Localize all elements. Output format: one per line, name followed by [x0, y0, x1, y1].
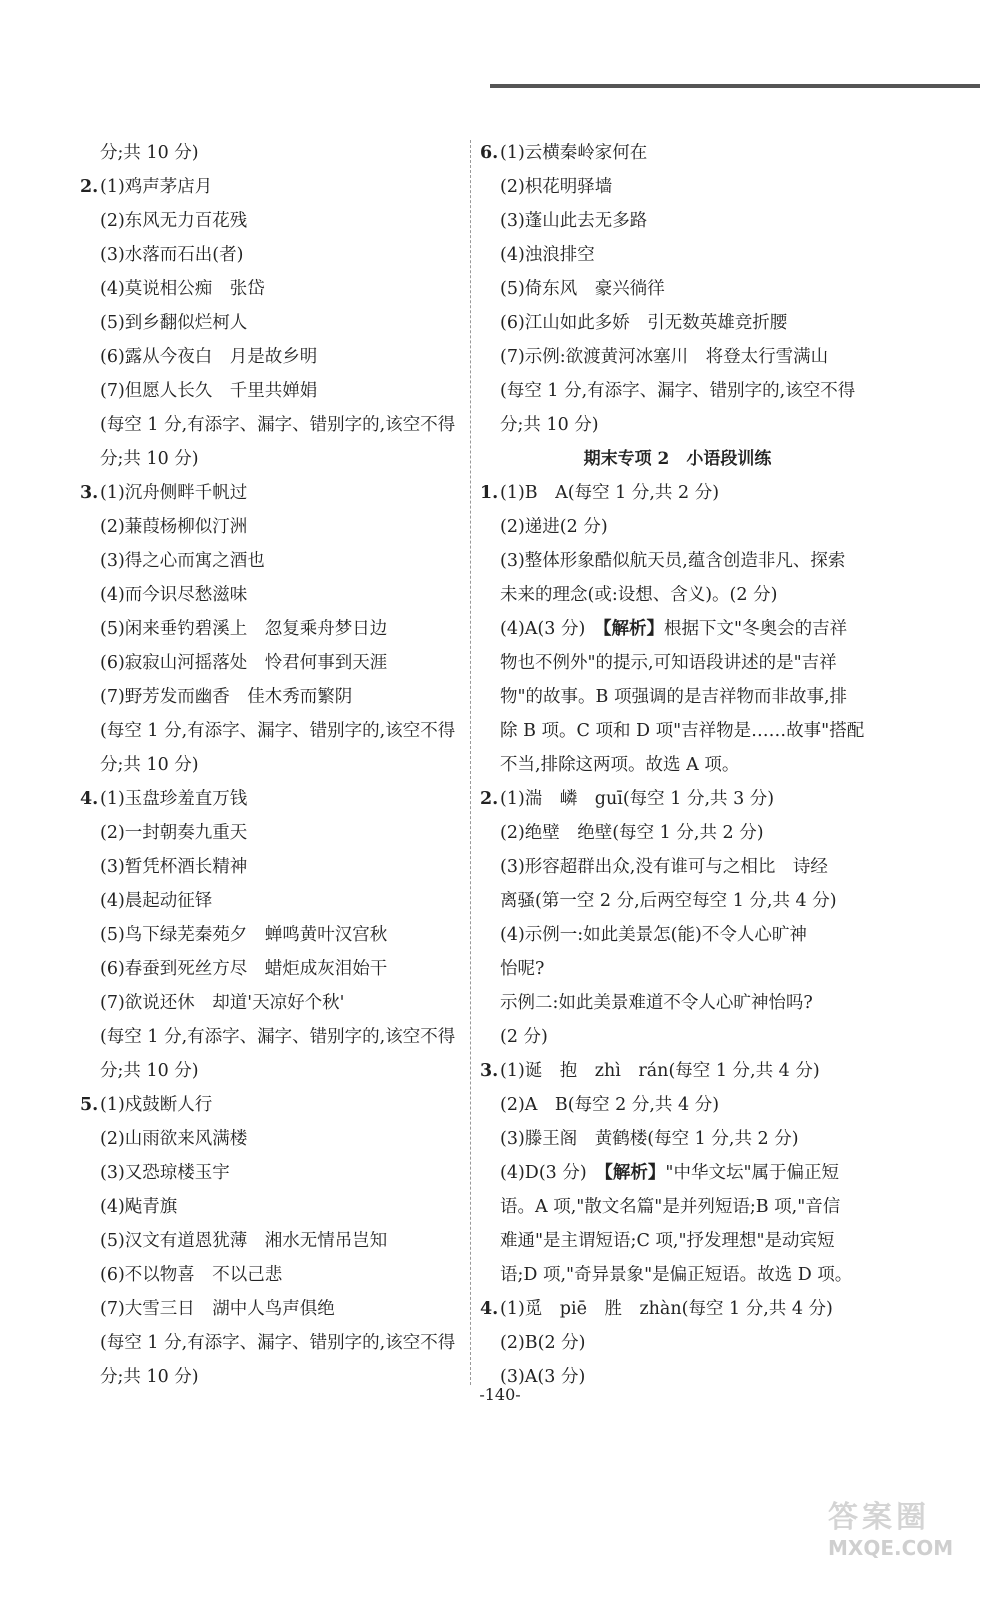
answer-line: [80, 816, 475, 850]
answer-line: [80, 714, 475, 748]
answer-line: [480, 884, 875, 918]
answer-text: 未来的理念(或:设想、含义)。(2 分): [500, 585, 778, 605]
answer-text: (6)露从今夜白 月是故乡明: [100, 347, 318, 367]
answer-line: [480, 238, 875, 272]
answer-text: (2)B(2 分): [500, 1333, 586, 1353]
question-number: 2.: [80, 177, 99, 197]
answer-text: (4)飐青旗: [100, 1197, 178, 1217]
analysis-text: 根据下文"冬奥会的吉祥: [664, 619, 848, 639]
answer-text: 难通"是主谓短语;C 项,"抒发理想"是动宾短: [500, 1231, 835, 1251]
answer-line: [480, 544, 875, 578]
answer-line: [480, 510, 875, 544]
section-heading: 期末专项 2 小语段训练: [583, 449, 772, 469]
answer-line: [80, 612, 475, 646]
answer-text: (每空 1 分,有添字、漏字、错别字的,该空不得: [100, 1027, 456, 1047]
answer-text: (1)云横秦岭家何在: [500, 143, 648, 163]
answer-text: (6)江山如此多娇 引无数英雄竞折腰: [500, 313, 788, 333]
answer-line: [480, 1020, 875, 1054]
answer-text: (2)东风无力百花残: [100, 211, 248, 231]
answer-line: [480, 272, 875, 306]
answer-text: 分;共 10 分): [100, 1367, 199, 1387]
answer-text: (6)春蚕到死丝方尽 蜡炬成灰泪始干: [100, 959, 388, 979]
answer-line: [480, 1156, 875, 1190]
answer-text: (2)山雨欲来风满楼: [100, 1129, 248, 1149]
answer-text: (2 分): [500, 1027, 548, 1047]
answer-line: [80, 578, 475, 612]
answer-text: (1)B A(每空 1 分,共 2 分): [500, 483, 720, 503]
header-rule: [490, 84, 980, 88]
question-item: [480, 136, 875, 170]
answer-text: 不当,排除这两项。故选 A 项。: [500, 755, 740, 775]
question-number: 3.: [480, 1061, 499, 1081]
answer-text: (每空 1 分,有添字、漏字、错别字的,该空不得: [500, 381, 856, 401]
answer-line: [480, 170, 875, 204]
answer-text: (3)得之心而寓之酒也: [100, 551, 265, 571]
answer-line: [80, 1156, 475, 1190]
answer-text: (2)枳花明驿墙: [500, 177, 613, 197]
answer-line: [480, 918, 875, 952]
question-number: 4.: [80, 789, 99, 809]
answer-text: (3)A(3 分): [500, 1367, 586, 1387]
answer-line: [80, 544, 475, 578]
answer-text: (7)示例:欲渡黄河冰塞川 将登太行雪满山: [500, 347, 829, 367]
answer-text: 语。A 项,"散文名篇"是并列短语;B 项,"音信: [500, 1197, 841, 1217]
answer-text: (3)滕王阁 黄鹤楼(每空 1 分,共 2 分): [500, 1129, 799, 1149]
watermark: [828, 1492, 978, 1582]
left-column: [80, 136, 475, 1394]
answer-text: (1)玉盘珍羞直万钱: [100, 789, 248, 809]
answer-text: (3)暂凭杯酒长精神: [100, 857, 248, 877]
answer-line: [80, 1326, 475, 1360]
answer-text: (1)沉舟侧畔千帆过: [100, 483, 248, 503]
answer-text: (5)鸟下绿芜秦苑夕 蝉鸣黄叶汉宫秋: [100, 925, 388, 945]
question-item: [80, 476, 475, 510]
answer-text: 分;共 10 分): [100, 143, 199, 163]
answer-line: [80, 204, 475, 238]
answer-line: [480, 952, 875, 986]
answer-text: (2)蒹葭杨柳似汀洲: [100, 517, 248, 537]
answer-text: (6)不以物喜 不以己悲: [100, 1265, 283, 1285]
answer-line: [80, 884, 475, 918]
answer-text: (2)一封朝奏九重天: [100, 823, 248, 843]
answer-text: 物"的故事。B 项强调的是吉祥物而非故事,排: [500, 687, 848, 707]
answer-text: 除 B 项。C 项和 D 项"吉祥物是……故事"搭配: [500, 721, 865, 741]
answer-line: [480, 748, 875, 782]
answer-text: (3)又恐琼楼玉宇: [100, 1163, 230, 1183]
answer-text: (1)诞 抱 zhì rán(每空 1 分,共 4 分): [500, 1061, 820, 1081]
answer-text: (2)递进(2 分): [500, 517, 608, 537]
answer-text: (每空 1 分,有添字、漏字、错别字的,该空不得: [100, 1333, 456, 1353]
answer-line: [80, 1292, 475, 1326]
answer-text: (4)晨起动征铎: [100, 891, 213, 911]
analysis-text: "中华文坛"属于偏正短: [665, 1163, 840, 1183]
question-item: [480, 1292, 875, 1326]
answer-text: 语;D 项,"奇异景象"是偏正短语。故选 D 项。: [500, 1265, 853, 1285]
answer-line: [80, 952, 475, 986]
analysis-label: 【解析】: [602, 619, 665, 639]
answer-line: [80, 1224, 475, 1258]
answer-line: [80, 986, 475, 1020]
question-number: 2.: [480, 789, 499, 809]
watermark-logo: 答案圈: [828, 1500, 930, 1535]
answer-line: [480, 1258, 875, 1292]
answer-line: [80, 238, 475, 272]
answer-line: [480, 612, 875, 646]
question-item: [80, 782, 475, 816]
answer-text: 怡呢?: [500, 959, 545, 979]
answer-line: [80, 1054, 475, 1088]
answer-line: [480, 340, 875, 374]
answer-text: (1)湍 嶙 guī(每空 1 分,共 3 分): [500, 789, 775, 809]
answer-line: [480, 646, 875, 680]
answer-line: [80, 510, 475, 544]
question-item: [480, 1054, 875, 1088]
answer-line: [480, 1122, 875, 1156]
answer-text: 离骚(第一空 2 分,后两空每空 1 分,共 4 分): [500, 891, 837, 911]
answer-text: 分;共 10 分): [100, 755, 199, 775]
answer-text: (4)A(3 分): [500, 619, 603, 639]
answer-line: [80, 918, 475, 952]
answer-text: (3)整体形象酷似航天员,蕴含创造非凡、探索: [500, 551, 846, 571]
answer-line: [480, 986, 875, 1020]
answer-text: 示例二:如此美景难道不令人心旷神怡吗?: [500, 993, 813, 1013]
answer-line: [80, 1190, 475, 1224]
answer-text: (5)汉文有道恩犹薄 湘水无情吊岂知: [100, 1231, 388, 1251]
answer-text: (2)绝壁 绝壁(每空 1 分,共 2 分): [500, 823, 764, 843]
watermark-url: MXQE.COM: [828, 1536, 954, 1560]
answer-line: [480, 850, 875, 884]
analysis-label: 【解析】: [604, 1163, 666, 1183]
answer-text: (3)蓬山此去无多路: [500, 211, 648, 231]
answer-text: (每空 1 分,有添字、漏字、错别字的,该空不得: [100, 415, 456, 435]
answer-line: [80, 680, 475, 714]
answer-text: (5)到乡翻似烂柯人: [100, 313, 248, 333]
answer-line: [480, 578, 875, 612]
answer-text: (7)野芳发而幽香 佳木秀而繁阴: [100, 687, 353, 707]
question-number: 6.: [480, 143, 499, 163]
answer-text: (2)A B(每空 2 分,共 4 分): [500, 1095, 720, 1115]
answer-text: 分;共 10 分): [100, 449, 199, 469]
answer-text: (1)觅 piē 胜 zhàn(每空 1 分,共 4 分): [500, 1299, 833, 1319]
answer-line: [480, 1326, 875, 1360]
answer-text: (7)但愿人长久 千里共婵娟: [100, 381, 318, 401]
answer-text: (4)浊浪排空: [500, 245, 595, 265]
answer-line: [480, 204, 875, 238]
answer-line: [80, 408, 475, 442]
answer-text: (5)闲来垂钓碧溪上 忽复乘舟梦日边: [100, 619, 388, 639]
answer-line: [480, 374, 875, 408]
question-item: [80, 1088, 475, 1122]
answer-text: 物也不例外"的提示,可知语段讲述的是"吉祥: [500, 653, 837, 673]
right-column: [480, 136, 875, 1394]
answer-text: (7)大雪三日 湖中人鸟声俱绝: [100, 1299, 335, 1319]
answer-line: [80, 646, 475, 680]
question-item: [480, 782, 875, 816]
answer-line: [80, 340, 475, 374]
answer-text: 分;共 10 分): [500, 415, 599, 435]
question-item: [80, 170, 475, 204]
answer-line: [480, 1190, 875, 1224]
question-number: 4.: [480, 1299, 499, 1319]
answer-line: [480, 408, 875, 442]
answer-line: [480, 714, 875, 748]
answer-line: [80, 442, 475, 476]
question-item: [480, 476, 875, 510]
answer-line: [480, 1224, 875, 1258]
answer-text: (4)而今识尽愁滋味: [100, 585, 248, 605]
answer-line: [80, 1020, 475, 1054]
answer-line: [80, 748, 475, 782]
answer-text: (3)水落而石出(者): [100, 245, 244, 265]
answer-line: [80, 306, 475, 340]
answer-line: [80, 1258, 475, 1292]
answer-text: (3)形容超群出众,没有谁可与之相比 诗经: [500, 857, 828, 877]
answer-text: (1)鸡声茅店月: [100, 177, 213, 197]
answer-line: [480, 680, 875, 714]
question-number: 5.: [80, 1095, 99, 1115]
answer-line: [80, 272, 475, 306]
answer-text: (1)戍鼓断人行: [100, 1095, 213, 1115]
answer-line: [80, 136, 475, 170]
page-number: -140-: [479, 1385, 521, 1404]
answer-text: (每空 1 分,有添字、漏字、错别字的,该空不得: [100, 721, 456, 741]
answer-line: [80, 374, 475, 408]
answer-text: (4)D(3 分): [500, 1163, 605, 1183]
question-number: 3.: [80, 483, 99, 503]
answer-text: (7)欲说还休 却道'天凉好个秋': [100, 993, 345, 1013]
answer-line: [80, 850, 475, 884]
answer-line: [80, 1122, 475, 1156]
answer-text: 分;共 10 分): [100, 1061, 199, 1081]
answer-text: (6)寂寂山河摇落处 怜君何事到天涯: [100, 653, 388, 673]
answer-line: [480, 816, 875, 850]
answer-text: (4)莫说相公痴 张岱: [100, 279, 265, 299]
answer-line: [480, 306, 875, 340]
answer-text: (5)倚东风 豪兴徜徉: [500, 279, 665, 299]
question-number: 1.: [480, 483, 499, 503]
answer-text: (4)示例一:如此美景怎(能)不令人心旷神: [500, 925, 807, 945]
answer-line: [480, 1088, 875, 1122]
